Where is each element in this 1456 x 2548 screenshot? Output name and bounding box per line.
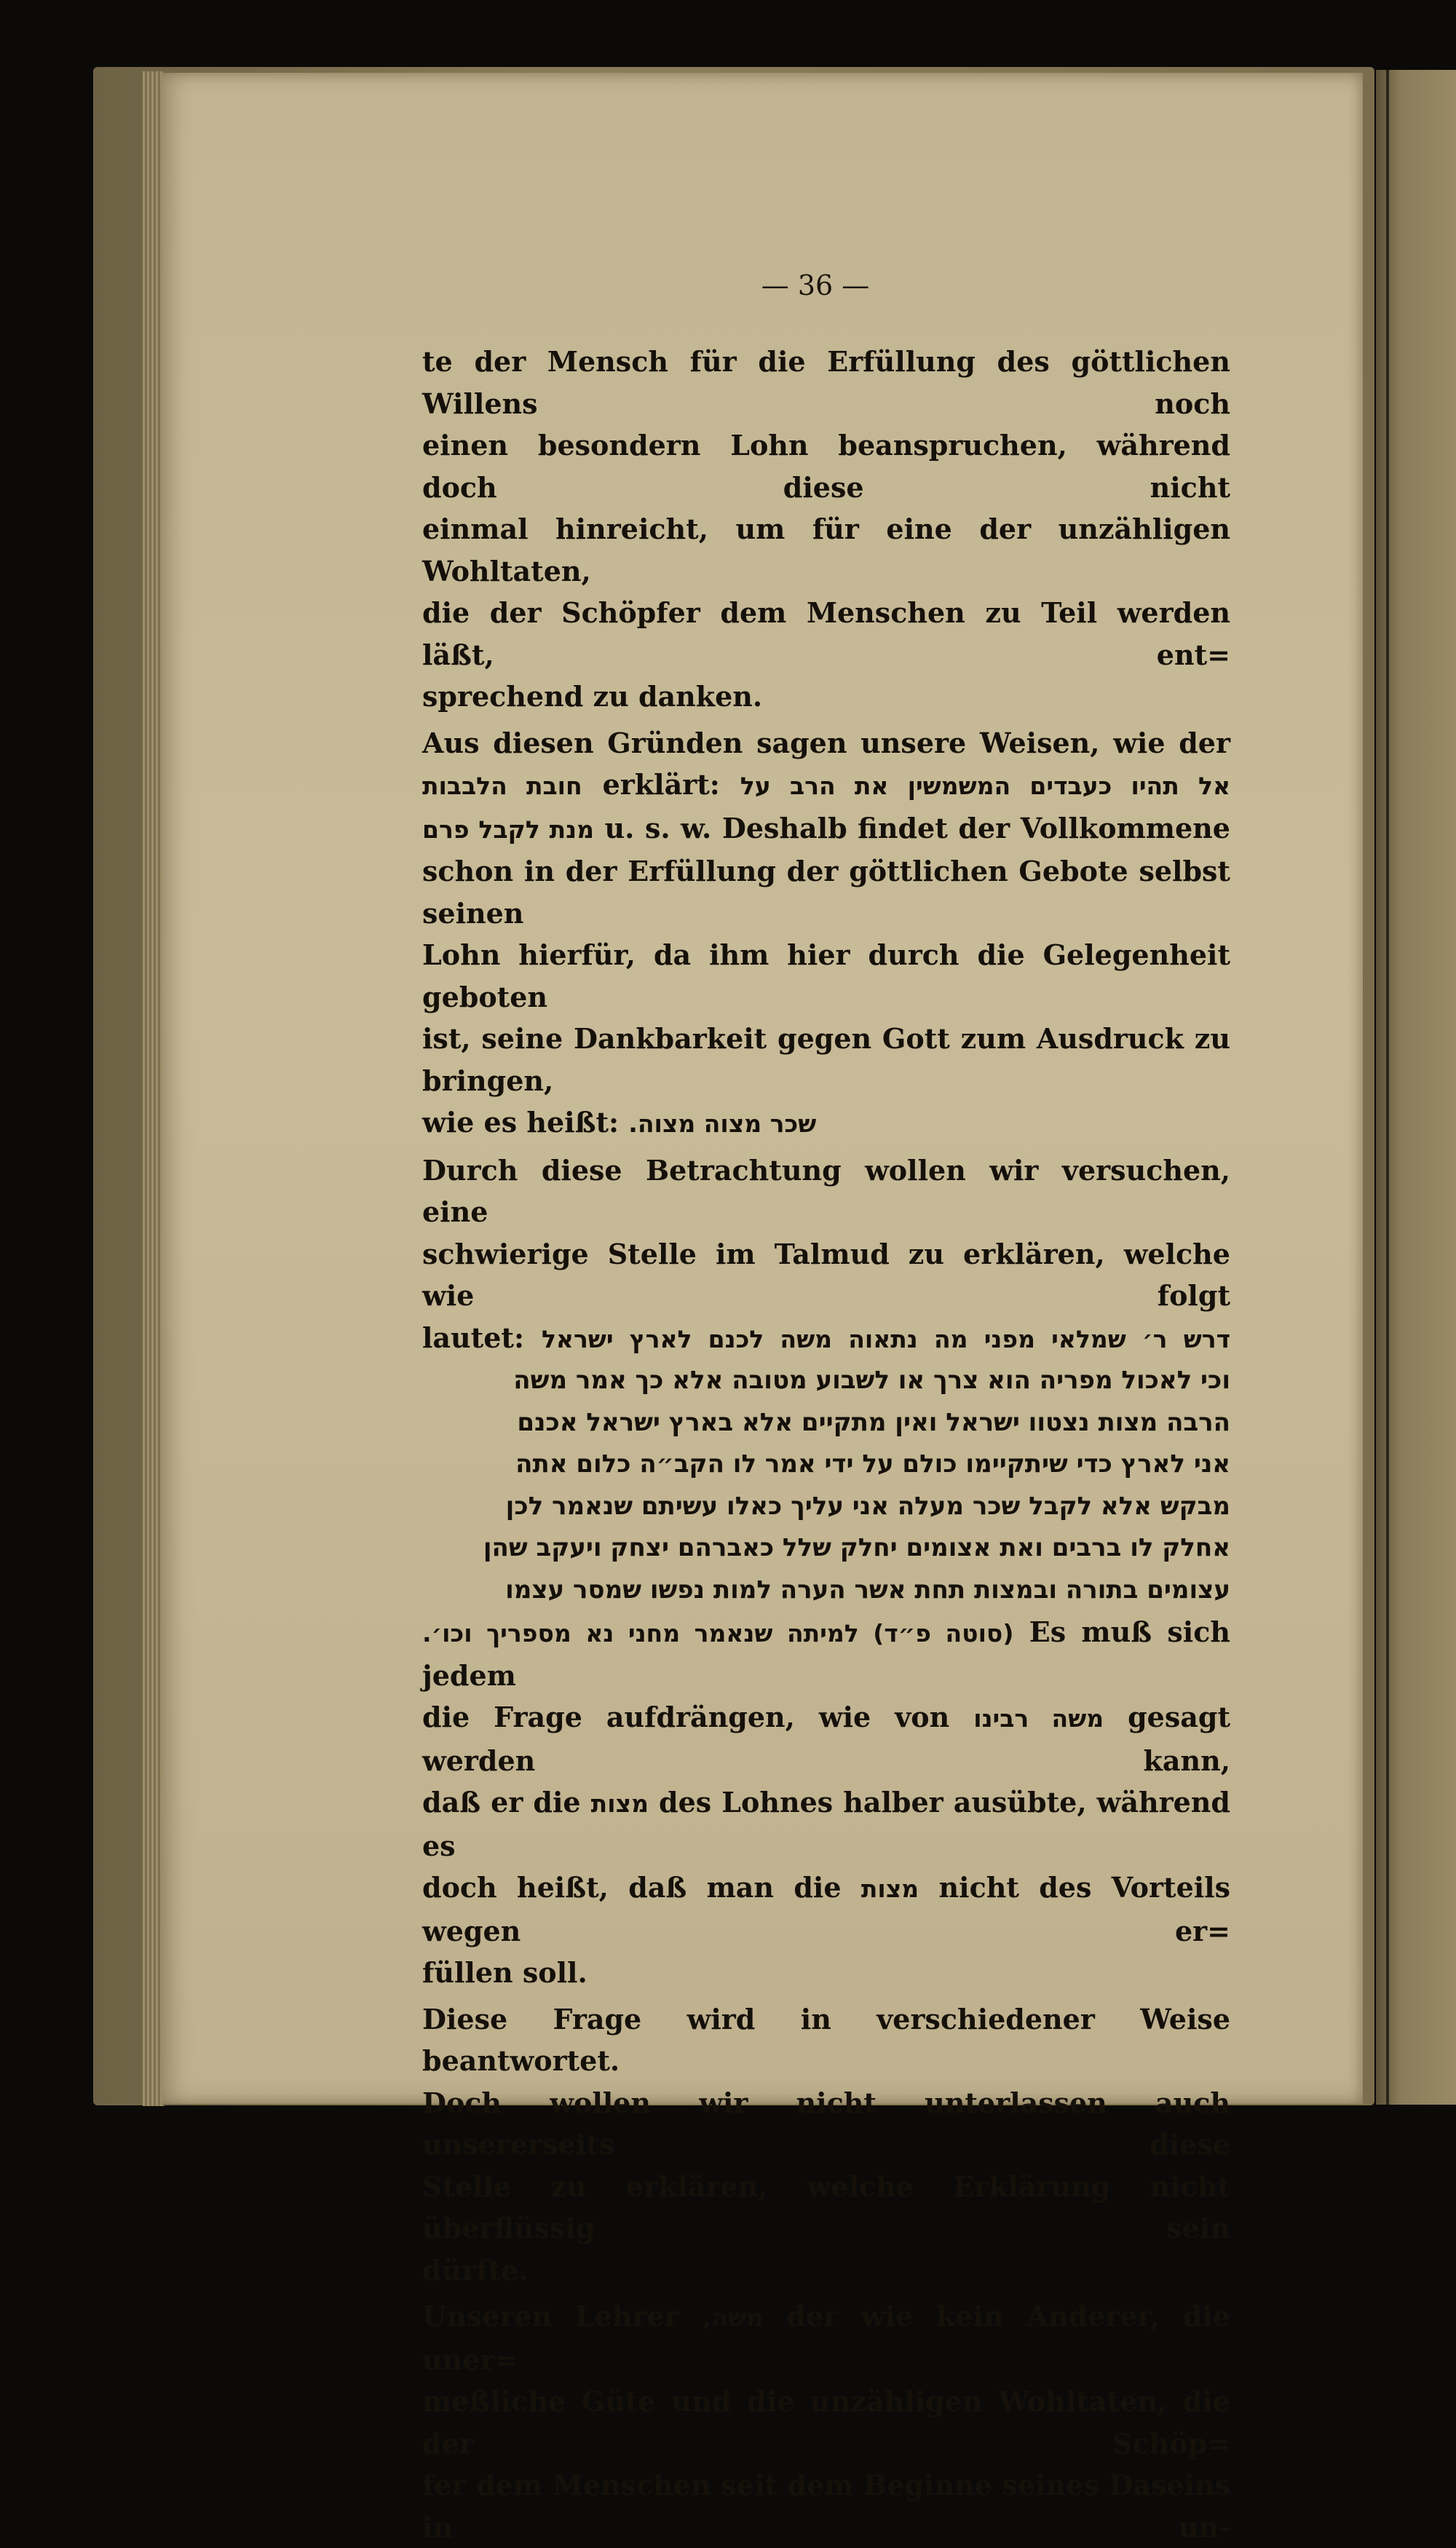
text-line xyxy=(422,1781,1230,1867)
text-line xyxy=(422,1317,1230,1361)
text-line xyxy=(422,764,1230,807)
text-line: einmal hinreicht, um für eine der unzähligen Wohltaten, xyxy=(422,513,1230,587)
text-line: einen besondern Lohn beanspruchen, während doch diese nicht xyxy=(422,429,1230,504)
text-fragment: wie es heißt: xyxy=(422,1106,620,1139)
text-line: fer dem Menschen seit dem Beginne seines Daseins in un- xyxy=(422,2469,1230,2544)
hebrew-phrase: שכר מצוה מצוה. xyxy=(628,1109,817,1138)
text-line: Lohn hierfür, da ihm hier durch die Gelegenheit geboten xyxy=(422,938,1230,1013)
paragraph-1 xyxy=(422,341,1230,718)
text-fragment: erklärt: xyxy=(602,768,720,801)
text-fragment: lautet: xyxy=(422,1321,524,1354)
text-fragment: der wie kein Anderer, die uner= xyxy=(422,2300,1230,2376)
paragraph-2 xyxy=(422,722,1230,1145)
page-number: — 36 — xyxy=(761,269,870,301)
text-line: schwierige Stelle im Talmud zu erklären, welche wie folgt xyxy=(422,1237,1230,1312)
text-line: Doch wollen wir nicht unterlassen auch unsererseits diese xyxy=(422,2086,1230,2161)
hebrew-phrase: מצות xyxy=(590,1789,649,1818)
text-fragment: Es muß sich jedem xyxy=(422,1615,1231,1692)
text-line xyxy=(422,1696,1230,1781)
hebrew-quote-line: עצומים בתורה ובמצות תחת אשר הערה למות נפשו שמסר עצמו xyxy=(505,1575,1230,1605)
hebrew-quote-line: אני לארץ כדי שיתקיימו כולם על ידי אמר לו הקב״ה כלום אתה xyxy=(515,1449,1230,1479)
text-line: die der Schöpfer dem Menschen zu Teil werden läßt, ent= xyxy=(422,596,1230,671)
text-fragment: gesagt werden kann, xyxy=(422,1701,1230,1777)
text-line: te der Mensch für die Erfüllung des göttlichen Willens noch xyxy=(422,345,1230,420)
text-fragment: nicht des Vorteils wegen er= xyxy=(422,1871,1231,1947)
hebrew-phrase: משה רבינו xyxy=(973,1704,1104,1733)
hebrew-phrase: אל תהיו כעבדים המשמשין את הרב על xyxy=(740,772,1230,800)
text-fragment: Unseren Lehrer xyxy=(422,2300,679,2333)
hebrew-quote-line: אחלק לו ברבים ואת אצומים יחלק שלל כאברהם יצחק ויעקב שהן xyxy=(483,1533,1230,1562)
text-line: Durch diese Betrachtung wollen wir versuchen, eine xyxy=(422,1153,1230,1228)
text-line: Stelle zu erklären, welche Erklärung nicht überflüssig sein xyxy=(422,2169,1230,2244)
text-line: meßliche Güte und die unzähligen Wohltaten, die der Schöp= xyxy=(422,2385,1230,2460)
hebrew-quote-line: דרש ר׳ שמלאי מפני מה נתאוה משה לכנם לארץ ישראל xyxy=(541,1324,1230,1353)
text-line xyxy=(422,2295,1230,2381)
text-line xyxy=(422,1101,1230,1145)
text-line: ist, seine Dankbarkeit gegen Gott zum Ausdruck zu bringen, xyxy=(422,1022,1230,1097)
text-line: Diese Frage wird in verschiedener Weise beantwortet. xyxy=(422,2002,1230,2077)
text-line: füllen soll. xyxy=(422,1956,587,1989)
paragraph-3 xyxy=(422,1150,1230,1994)
text-fragment: doch heißt, daß man die xyxy=(422,1871,842,1904)
paragraph-5 xyxy=(422,2295,1230,2548)
text-line: sprechend zu danken. xyxy=(422,680,763,713)
text-line: schon in der Erfüllung der göttlichen Gebote selbst seinen xyxy=(422,855,1230,930)
hebrew-phrase: מצות xyxy=(860,1875,919,1903)
hebrew-quote-line: וכי לאכול מפריה הוא צרך או לשבוע מטובה אלא כך אמר משה xyxy=(513,1366,1230,1395)
text-fragment: des Lohnes halber ausübte, während es xyxy=(422,1786,1230,1862)
paragraph-4 xyxy=(422,1998,1230,2292)
text-fragment: u. s. w. Deshalb findet der Vollkommene xyxy=(604,811,1230,844)
text-line: dürfte. xyxy=(422,2253,529,2287)
facing-page-edge xyxy=(1376,70,1456,2105)
text-line xyxy=(422,1867,1230,1952)
hebrew-phrase: משה, xyxy=(702,2303,764,2332)
hebrew-phrase: (סוטה פ״ד) למיתה שנאמר מחני נא מספריך וכו׳. xyxy=(422,1619,1014,1647)
text-fragment: daß er die xyxy=(422,1786,581,1819)
text-line xyxy=(422,1611,1230,1696)
text-line xyxy=(422,807,1230,851)
hebrew-phrase: מנת לקבל פרם xyxy=(422,815,594,844)
hebrew-quote-line: הרבה מצות נצטוו ישראל ואין מתקיים אלא בארץ ישראל אכנם xyxy=(517,1407,1230,1437)
text-line: Aus diesen Gründen sagen unsere Weisen, wie der xyxy=(422,726,1230,759)
body-text xyxy=(422,341,1230,2548)
hebrew-quote-line: מבקש אלא לקבל שכר מעלה אני עליך כאלו עשיתם שנאמר לכן xyxy=(505,1491,1230,1521)
text-fragment: die Frage aufdrängen, wie von xyxy=(422,1701,950,1733)
hebrew-phrase: חובת הלבבות xyxy=(422,772,582,800)
